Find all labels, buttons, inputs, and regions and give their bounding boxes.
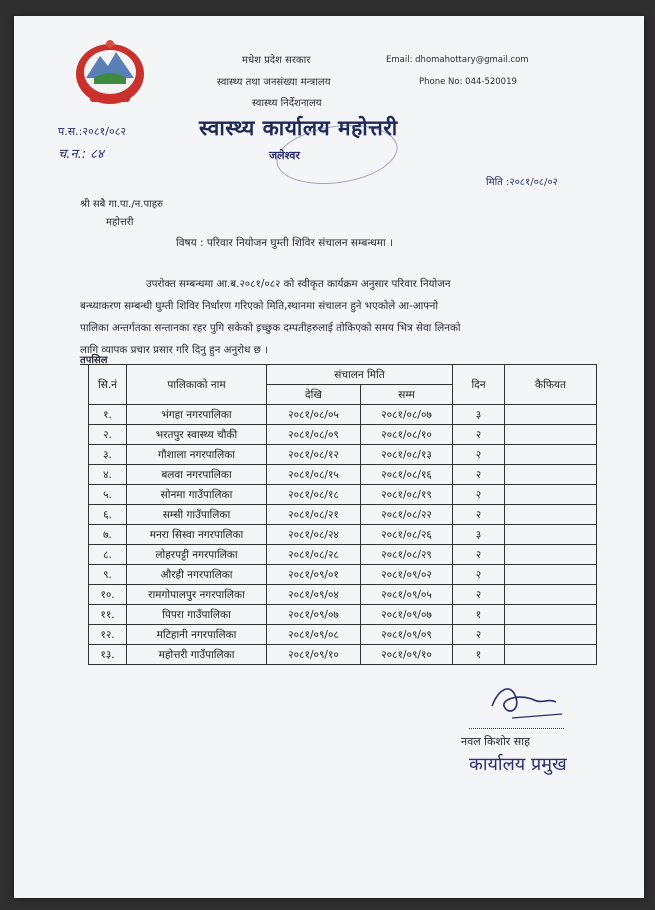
cell-from: २०८१/०९/०१: [267, 565, 361, 585]
cell-palika: सोनमा गाउँपालिका: [127, 485, 267, 505]
cell-days: २: [453, 585, 505, 605]
cell-sn: १.: [89, 405, 127, 425]
cell-from: २०८१/०९/०७: [267, 605, 361, 625]
header-from: देखि: [267, 385, 361, 405]
cell-from: २०८१/०८/२४: [267, 525, 361, 545]
handwritten-signature: [482, 676, 572, 726]
cell-remarks: [505, 445, 597, 465]
body-line-3: पालिका अन्तर्गतका सन्तानका रहर पुगि सकेको इच्छुक दम्पतीहरुलाई तोकिएको समय भित्र सेवा लिनको: [80, 322, 461, 334]
cell-to: २०८१/०९/०२: [361, 565, 453, 585]
cell-remarks: [505, 585, 597, 605]
table-row: [89, 645, 597, 665]
cell-sn: ८.: [89, 545, 127, 565]
letter-number: प.स.:२०८१/०८२: [58, 125, 127, 138]
cell-remarks: [505, 465, 597, 485]
cell-palika: महोत्तरी गाउँपालिका: [127, 645, 267, 665]
letter-page: [14, 16, 644, 898]
cell-from: २०८१/०८/१५: [267, 465, 361, 485]
cell-remarks: [505, 565, 597, 585]
letter-date: मिति :२०८१/०८/०२: [486, 177, 558, 188]
header-sn: सि.नं: [89, 365, 127, 405]
table-row: [89, 445, 597, 465]
cell-remarks: [505, 625, 597, 645]
cell-palika: मनरा सिस्वा नगरपालिका: [127, 525, 267, 545]
table-row: [89, 625, 597, 645]
cell-palika: सम्सी गाउँपालिका: [127, 505, 267, 525]
table-row: [89, 425, 597, 445]
cell-sn: ३.: [89, 445, 127, 465]
cell-to: २०८१/०९/०५: [361, 585, 453, 605]
header-dates: संचालन मिति: [267, 365, 453, 385]
cell-to: २०८१/०८/२२: [361, 505, 453, 525]
table-row: [89, 565, 597, 585]
cell-from: २०८१/०८/१२: [267, 445, 361, 465]
cell-days: २: [453, 565, 505, 585]
subject-line: [176, 236, 393, 250]
cell-remarks: [505, 405, 597, 425]
cell-sn: ४.: [89, 465, 127, 485]
header-remarks: कैफियत: [505, 365, 597, 405]
cell-days: १: [453, 645, 505, 665]
body-line-1: उपरोक्त सम्बन्धमा आ.ब.२०८१/०८२ को स्वीकृत कार्यक्रम अनुसार परिवार नियोजन: [146, 278, 451, 290]
phone-label: Phone No:: [419, 77, 463, 87]
table-row: [89, 605, 597, 625]
cell-palika: भरतपुर स्वास्थ्य चौकी: [127, 425, 267, 445]
signature-line: [469, 728, 564, 729]
cell-from: २०८१/०८/२१: [267, 505, 361, 525]
body-line-2: बन्ध्याकरण सम्बन्धी घुम्ती शिविर निर्धारण गरिएको मिति,स्थानमा संचालन हुने भएकोले आ-आफ्नो: [80, 300, 438, 312]
cell-palika: लोहरपट्टी नगरपालिका: [127, 545, 267, 565]
cell-to: २०८१/०९/०९: [361, 625, 453, 645]
cell-sn: २.: [89, 425, 127, 445]
camp-schedule-table: [88, 364, 597, 665]
cell-palika: मटिहानी नगरपालिका: [127, 625, 267, 645]
email-label: Email:: [386, 55, 413, 65]
cell-palika: पिपरा गाउँपालिका: [127, 605, 267, 625]
addressee: श्री सबै गा.पा./न.पाहरु: [80, 199, 164, 210]
cell-to: २०८१/०८/२९: [361, 545, 453, 565]
cell-palika: रामगोपालपुर नगरपालिका: [127, 585, 267, 605]
signatory-name: नवल किशोर साह: [461, 735, 530, 748]
cell-remarks: [505, 425, 597, 445]
cell-days: २: [453, 425, 505, 445]
cell-days: २: [453, 445, 505, 465]
table-row: [89, 525, 597, 545]
cell-from: २०८१/०९/१०: [267, 645, 361, 665]
cell-to: २०८१/०८/१९: [361, 485, 453, 505]
office-title: स्वास्थ्य कार्यालय महोत्तरी: [199, 115, 398, 140]
cell-remarks: [505, 525, 597, 545]
cell-days: १: [453, 605, 505, 625]
cell-sn: ६.: [89, 505, 127, 525]
body-line-4: लागि व्यापक प्रचार प्रसार गरि दिनु हुन अनुरोध छ ।: [80, 344, 269, 356]
phone-value: 044-520019: [465, 77, 517, 87]
cell-from: २०८१/०९/०८: [267, 625, 361, 645]
table-caption: तपसिल: [80, 355, 108, 366]
cell-palika: बलवा नगरपालिका: [127, 465, 267, 485]
cell-days: २: [453, 625, 505, 645]
cell-sn: ५.: [89, 485, 127, 505]
cell-remarks: [505, 605, 597, 625]
cell-remarks: [505, 485, 597, 505]
cell-days: २: [453, 545, 505, 565]
cell-to: २०८१/०८/१०: [361, 425, 453, 445]
header-phone: [419, 77, 517, 87]
cell-palika: भंगहा नगरपालिका: [127, 405, 267, 425]
dispatch-number: च.न.: ८४: [58, 147, 104, 162]
subject-text: विषय : परिवार नियोजन घुम्ती शिविर संचालन सम्बन्धमा ।: [176, 237, 394, 249]
cell-sn: १३.: [89, 645, 127, 665]
cell-sn: १०.: [89, 585, 127, 605]
signatory-title: कार्यालय प्रमुख: [469, 754, 567, 775]
cell-remarks: [505, 545, 597, 565]
cell-to: २०८१/०८/०७: [361, 405, 453, 425]
addressee-district: महोत्तरी: [106, 217, 134, 228]
cell-days: २: [453, 485, 505, 505]
header-directorate: स्वास्थ्य निर्देशनालय: [252, 98, 322, 109]
cell-days: ३: [453, 405, 505, 425]
table-row: [89, 505, 597, 525]
cell-sn: ९.: [89, 565, 127, 585]
cell-from: २०८१/०८/०९: [267, 425, 361, 445]
cell-to: २०८१/०९/१०: [361, 645, 453, 665]
cell-days: २: [453, 465, 505, 485]
header-ministry: स्वास्थ्य तथा जनसंख्या मन्त्रालय: [217, 77, 331, 88]
office-place: जलेश्वर: [269, 149, 300, 162]
cell-days: ३: [453, 525, 505, 545]
table-row: [89, 405, 597, 425]
cell-from: २०८१/०९/०४: [267, 585, 361, 605]
cell-remarks: [505, 505, 597, 525]
cell-to: २०८१/०८/१६: [361, 465, 453, 485]
cell-from: २०८१/०८/२८: [267, 545, 361, 565]
cell-sn: ७.: [89, 525, 127, 545]
nepal-emblem-logo: [74, 38, 146, 106]
header-to: सम्म: [361, 385, 453, 405]
cell-remarks: [505, 645, 597, 665]
table-header-row: [89, 365, 597, 385]
cell-sn: १२.: [89, 625, 127, 645]
cell-to: २०८१/०८/१३: [361, 445, 453, 465]
cell-palika: औरही नगरपालिका: [127, 565, 267, 585]
header-days: दिन: [453, 365, 505, 405]
table-row: [89, 585, 597, 605]
cell-days: २: [453, 505, 505, 525]
cell-to: २०८१/०८/२६: [361, 525, 453, 545]
email-value: dhomahottary@gmail.com: [415, 55, 529, 65]
table-row: [89, 465, 597, 485]
cell-sn: ११.: [89, 605, 127, 625]
header-palika: पालिकाको नाम: [127, 365, 267, 405]
cell-from: २०८१/०८/१८: [267, 485, 361, 505]
table-row: [89, 485, 597, 505]
table-row: [89, 545, 597, 565]
header-province: मधेश प्रदेश सरकार: [242, 55, 311, 66]
cell-to: २०८१/०९/०७: [361, 605, 453, 625]
cell-palika: गौशाला नगरपालिका: [127, 445, 267, 465]
cell-from: २०८१/०८/०५: [267, 405, 361, 425]
header-email: [386, 55, 529, 65]
